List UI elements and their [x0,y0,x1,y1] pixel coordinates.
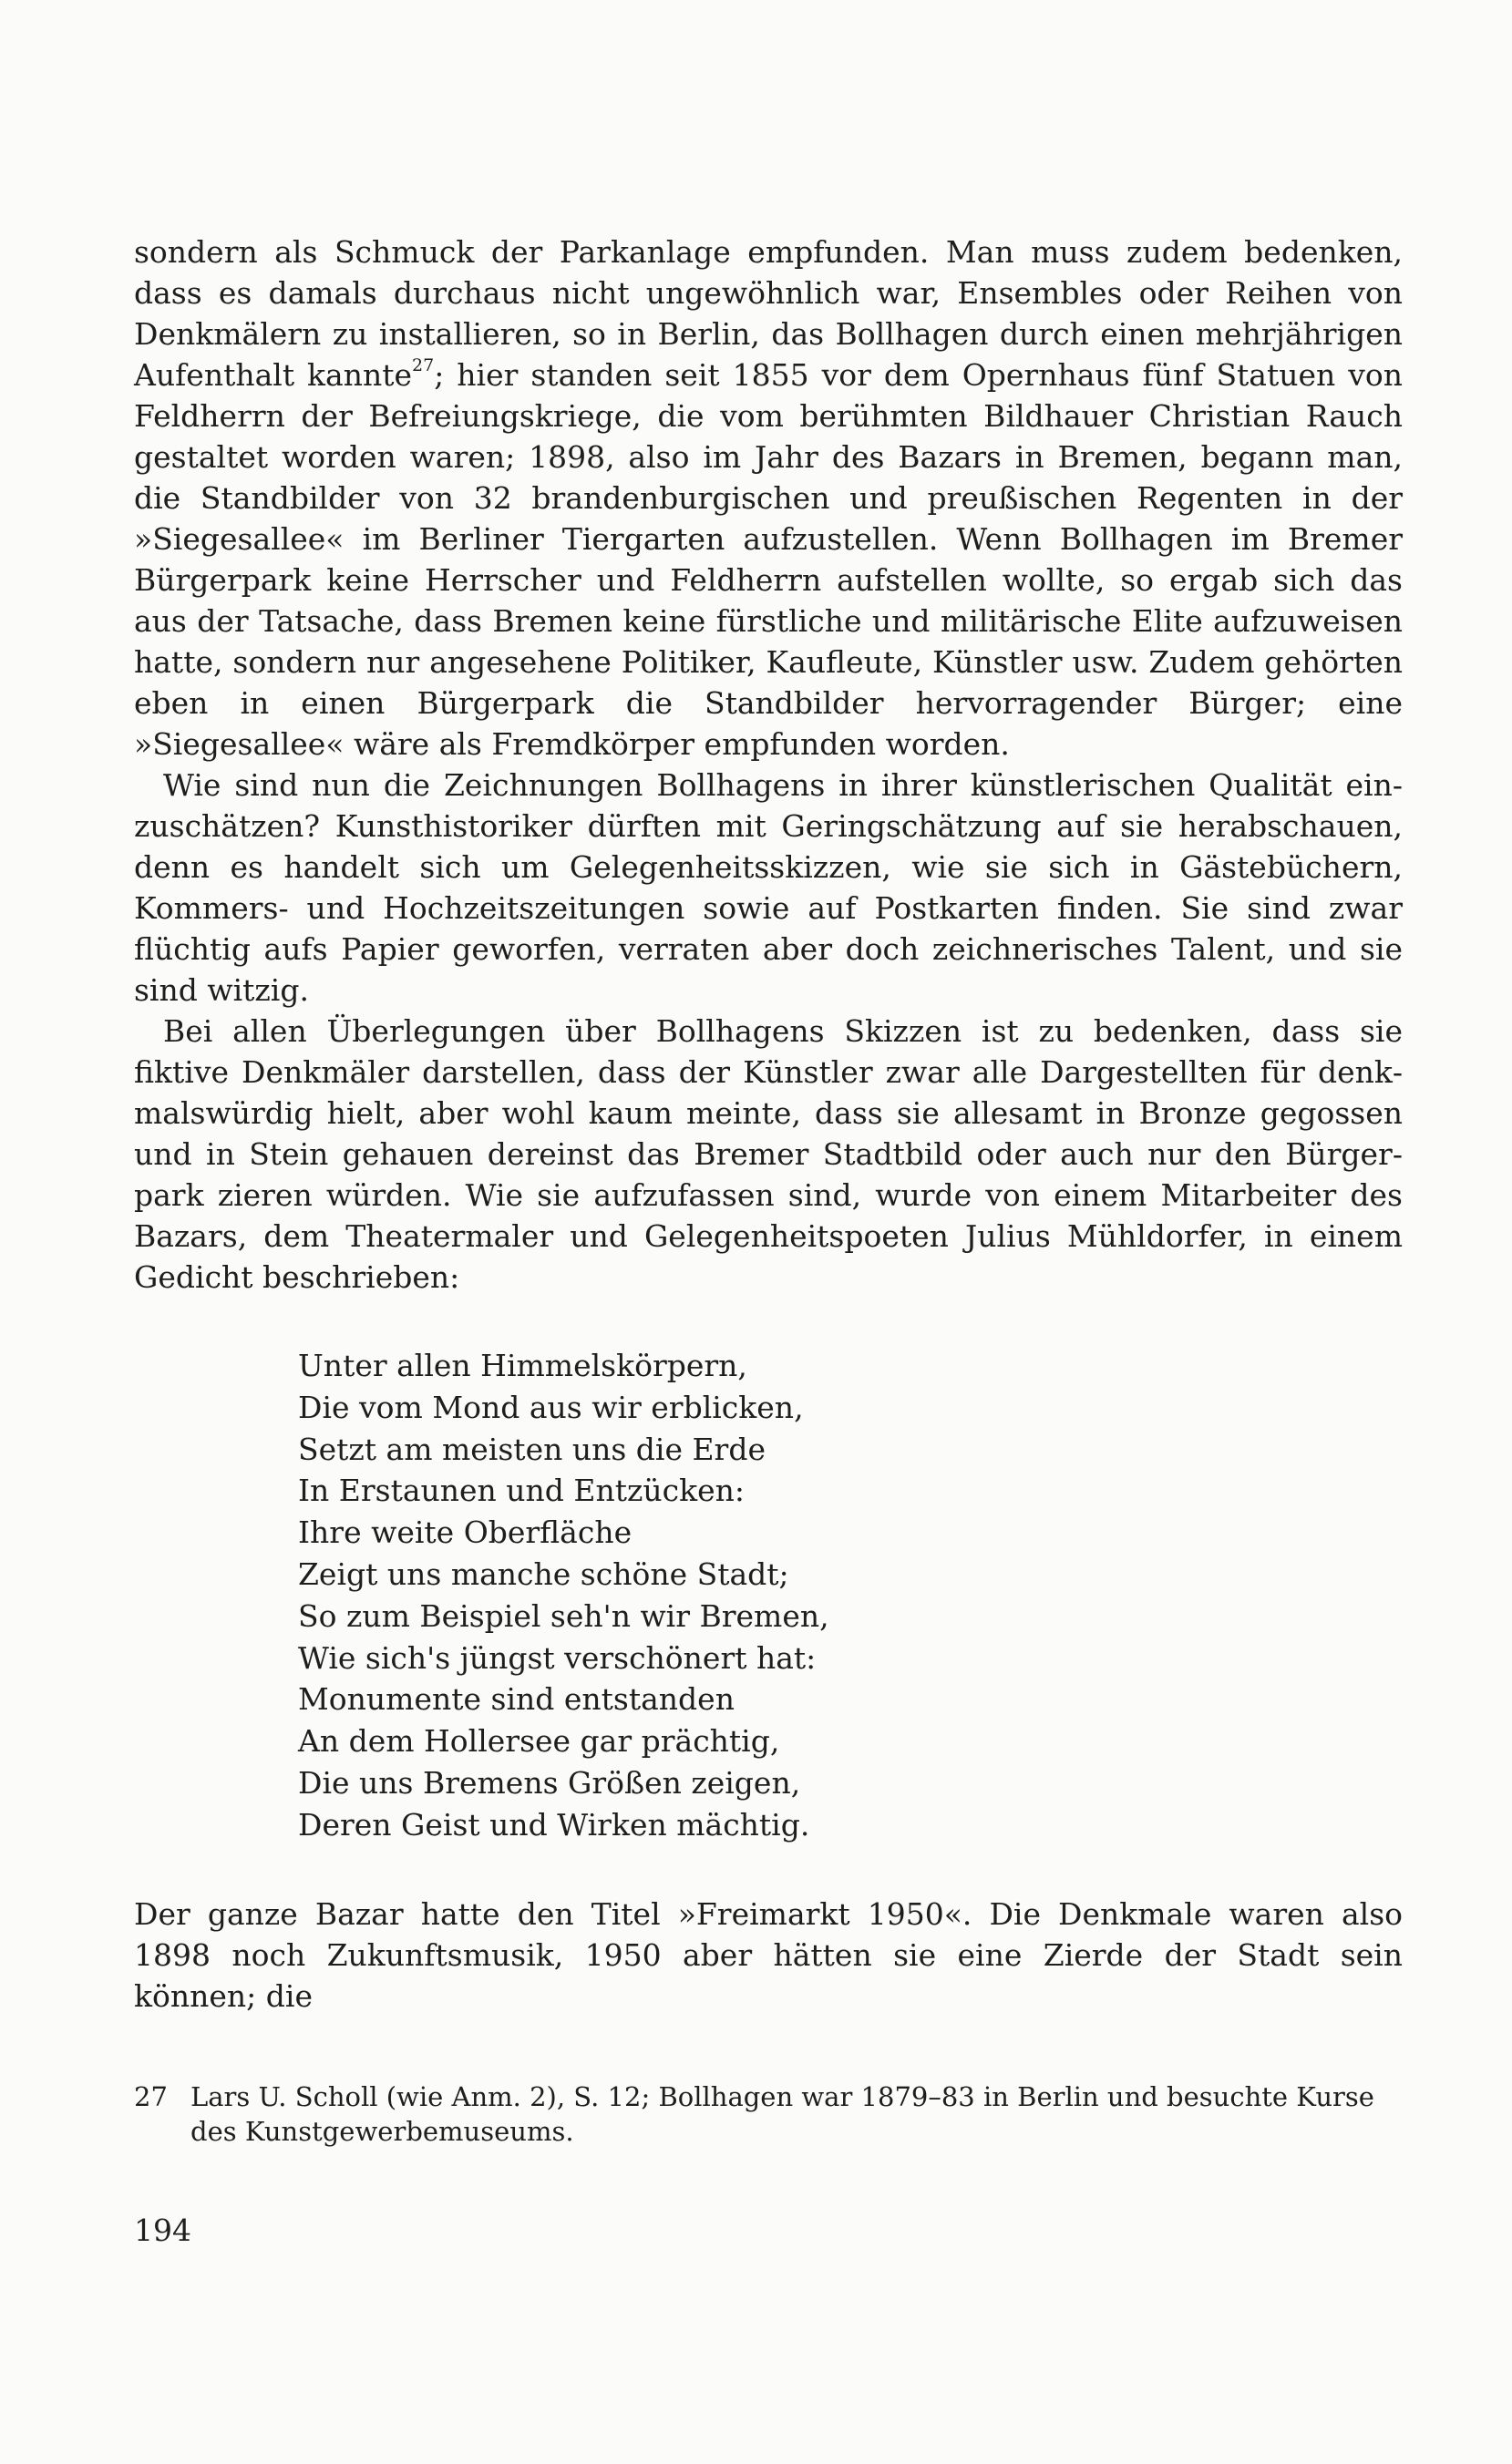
footnote-number: 27 [134,2081,168,2112]
poem-line: Zeigt uns manche schöne Stadt; [298,1555,789,1592]
paragraph-2: Wie sind nun die Zeichnungen Bollhagens in ihrer künstlerischen Qualität einzuschätzen? Kunsthistoriker dürften mit Geringschätzung auf sie herabschauen, denn es handelt sich um Gelegenheitsskizzen, wie sie sich in Gästebüchern, Kommers- und Hochzeitszeitungen sowie auf Postkarten finden. Sie sind zwar flüchtig aufs Papier geworfen, verraten aber doch zeichnerisches Talent, und sie sind witzig. [134,767,1403,1008]
footnote-reference: 27 [412,355,435,375]
paragraph-1-text-b: ; hier standen seit 1855 vor dem Opernhaus fünf Statuen von Feldherrn der Befreiungskriege, die vom berühmten Bildhauer Christian Rauch gestaltet worden waren; 1898, also im Jahr des Bazars in Bremen, begann man, die Standbilder von 32 brandenburgischen und preußischen Regenten in der »Siegesallee« im Berliner Tiergarten aufzustellen. Wenn Bollhagen im Bremer Bürgerpark keine Herrscher und Feldherrn aufstellen wollte, so ergab sich das aus der Tatsache, dass Bremen keine fürstliche und militärische Elite aufzuweisen hatte, sondern nur angesehene Politiker, Kaufleute, Künstler usw. Zudem gehörten eben in einen Bürgerpark die Standbilder hervorragender Bürger; eine »Siegesallee« wäre als Fremdkörper empfunden worden. [134,357,1404,762]
poem-line: Die uns Bremens Größen zeigen, [298,1764,801,1801]
poem-line: Die vom Mond aus wir erblicken, [298,1389,804,1425]
poem-line: Ihre weite Oberfläche [298,1514,633,1551]
poem [298,1345,1403,1846]
paragraph-4: Der ganze Bazar hatte den Titel »Freimarkt 1950«. Die Denkmale waren also 1898 noch Zukunftsmusik, 1950 aber hätten sie eine Zierde der Stadt sein können; die [134,1895,1403,2014]
page-number: 194 [134,2212,191,2248]
poem-line: In Erstaunen und Entzücken: [298,1473,746,1509]
body-text [134,231,1403,2017]
poem-line: Monumente sind entstanden [298,1681,735,1718]
paragraph-1 [134,231,1403,765]
poem-line: Deren Geist und Wirken mächtig. [298,1806,810,1843]
poem-line: Setzt am meisten uns die Erde [298,1431,766,1467]
footnote-text: Lars U. Scholl (wie Anm. 2), S. 12; Bollhagen war 1879–83 in Berlin und besuchte Kurse des Kunstgewerbemuseums. [190,2081,1374,2147]
poem-line: Unter allen Himmelskörpern, [298,1348,747,1383]
poem-line: An dem Hollersee gar prächtig, [298,1723,780,1760]
poem-line: Wie sich's jüngst verschönert hat: [298,1639,817,1676]
paragraph-1-text-a: sondern als Schmuck der Parkanlage empfunden. Man muss zudem bedenken, dass es damals durchaus nicht ungewöhnlich war, Ensembles oder Reihen von Denkmälern zu installieren, so in Berlin, das Bollhagen durch einen mehrjährigen Aufenthalt kannte [134,234,1403,393]
poem-line: So zum Beispiel seh'n wir Bremen, [298,1597,829,1634]
footnote [134,2079,1403,2149]
paragraph-3: Bei allen Überlegungen über Bollhagens Skizzen ist zu bedenken, dass sie fiktive Denkmäler darstellen, dass der Künstler zwar alle Dargestellten für denkmalswürdig hielt, aber wohl kaum meinte, dass sie allesamt in Bronze gegossen und in Stein gehauen dereinst das Bremer Stadtbild oder auch nur den Bürgerpark zieren würden. Wie sie aufzufassen sind, wurde von einem Mitarbeiter des Bazars, dem Theatermaler und Gelegenheitspoeten Julius Mühldorfer, in einem Gedicht beschrieben: [134,1013,1403,1295]
